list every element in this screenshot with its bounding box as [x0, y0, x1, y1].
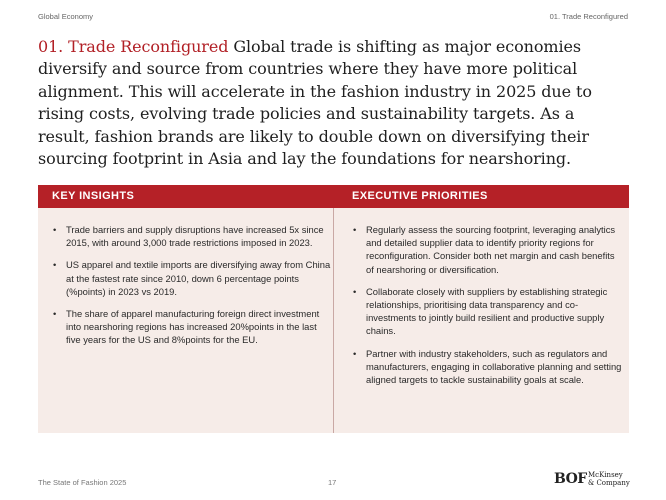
list-item: [52, 307, 332, 347]
bullet-icon: •: [353, 285, 357, 297]
list-item: [352, 285, 622, 338]
intro-text: Global trade is shifting as major economies diversify and source from countries where they have more political alignment. This will accelerate in the fashion industry in 2025 due to rising costs, evolving trade policies and sustainability targets. As a result, fashion brands are likely to double down on diversifying their sourcing footprint in Asia and lay the foundations for nearshoring.: [38, 37, 592, 169]
executive-priorities-list: [352, 223, 622, 395]
bullet-icon: •: [353, 224, 357, 235]
insight-text: The share of apparel manufacturing foreign direct investment into nearshoring regions has increased 20%points in the last five years for the US and 8%points for the EU.: [66, 308, 320, 346]
insight-text: US apparel and textile imports are diversifying away from China at the fastest rate since 2010, down 6 percentage points (%points) in 2023 vs 2019.: [66, 259, 331, 297]
insights-panel: [38, 185, 629, 433]
page-number: 17: [328, 478, 337, 487]
list-item: [352, 347, 622, 387]
bullet-icon: •: [53, 308, 57, 320]
mckinsey-logo-line1: McKinsey: [588, 471, 623, 479]
priority-text: Regularly assess the sourcing footprint, leveraging analytics and detailed supplier data to identify priority regions for reconfiguration. Consider both net margin and cash benefits of nearshoring or diversification.: [366, 224, 616, 275]
section-label: Global Economy: [38, 12, 94, 21]
mckinsey-logo-line2: & Company: [588, 479, 630, 487]
key-insights-list: [52, 223, 332, 356]
bullet-icon: •: [53, 259, 57, 271]
list-item: [52, 258, 332, 298]
mckinsey-logo: [588, 471, 630, 487]
key-insights-heading: KEY INSIGHTS: [52, 190, 135, 202]
intro-paragraph: [38, 36, 630, 170]
priority-text: Collaborate closely with suppliers by establishing strategic relationships, prioritising data transparency and co-investments to jointly build resilient and productive supply chains.: [366, 285, 608, 337]
priority-text: Partner with industry stakeholders, such as regulators and manufacturers, engaging in collaborative planning and setting aligned targets to tackle sustainability goals at scale.: [366, 347, 622, 386]
chapter-label: 01. Trade Reconfigured: [549, 12, 628, 21]
list-item: [52, 223, 332, 249]
column-divider: [333, 208, 334, 433]
publication-name: The State of Fashion 2025: [38, 478, 127, 487]
insight-text: Trade barriers and supply disruptions have increased 5x since 2015, with around 3,000 trade restrictions imposed in 2023.: [66, 224, 324, 249]
bullet-icon: •: [353, 347, 357, 359]
bof-logo: BOF: [554, 471, 587, 487]
intro-title: 01. Trade Reconfigured: [38, 37, 229, 56]
bullet-icon: •: [53, 224, 57, 235]
list-item: [352, 223, 622, 276]
executive-priorities-heading: EXECUTIVE PRIORITIES: [352, 190, 488, 202]
